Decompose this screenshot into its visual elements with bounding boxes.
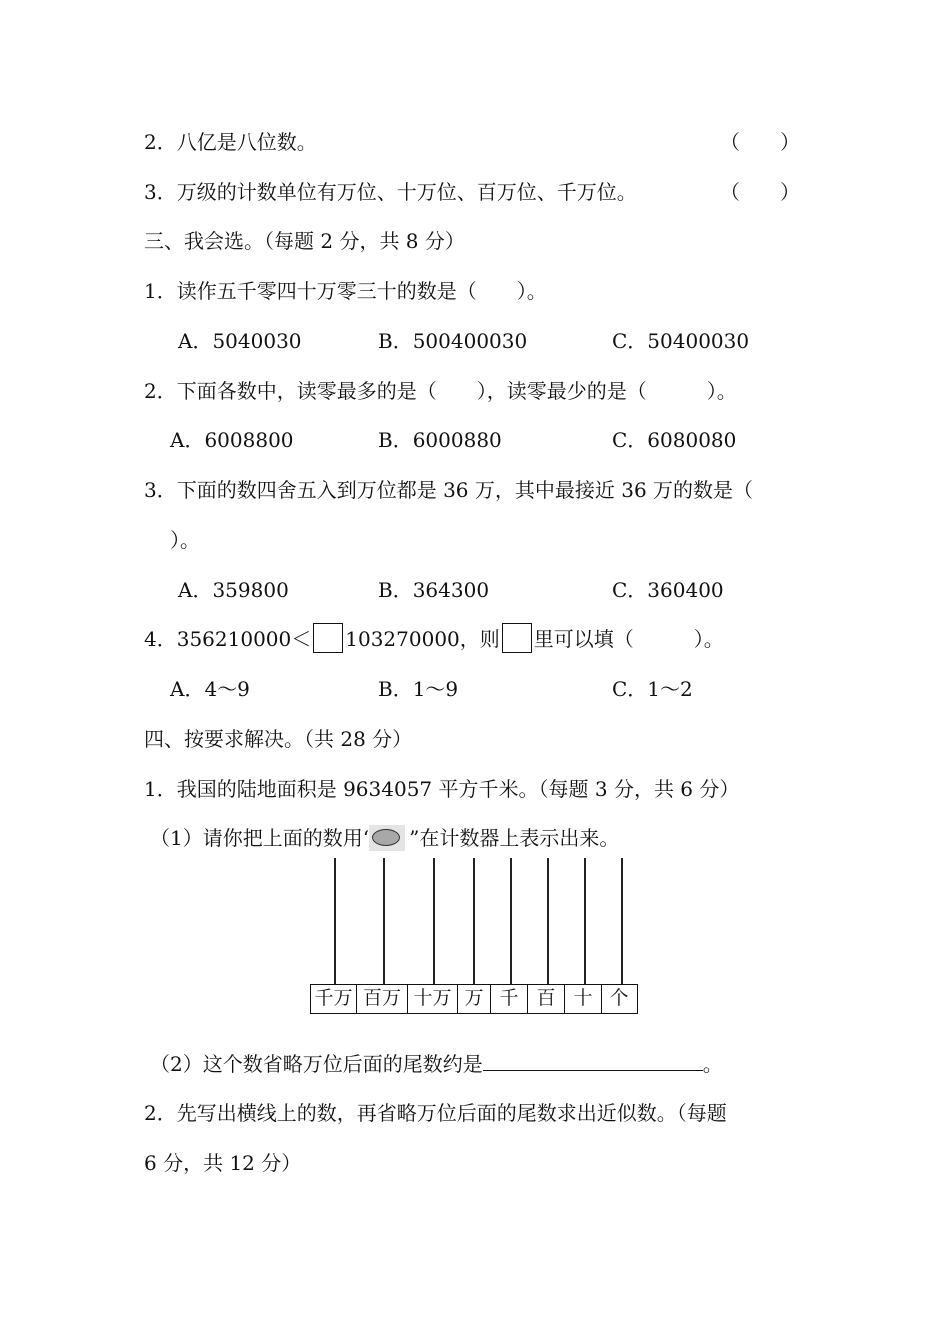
answer-blank[interactable] <box>483 1050 703 1071</box>
abacus-rod-wan[interactable] <box>473 858 475 984</box>
judge-q3 <box>0 178 950 206</box>
section3-title: 三、我会选。（每题 2 分，共 8 分） <box>144 229 465 253</box>
choice-q3-option-b[interactable]: B．364300 <box>378 578 490 602</box>
judge-q2-text: 2．八亿是八位数。 <box>144 130 317 154</box>
section4-title-line <box>0 725 950 753</box>
choice-q1-option-b[interactable]: B．500400030 <box>378 329 528 353</box>
choice-q3-text: 3．下面的数四舍五入到万位都是 36 万，其中最接近 36 万的数是（ <box>144 478 754 502</box>
abacus-rod-baiwan[interactable] <box>383 858 385 984</box>
section3-title-line <box>0 227 950 255</box>
abacus-rod-bai[interactable] <box>547 858 549 984</box>
choice-q2-text: 2．下面各数中，读零最多的是（ ），读零最少的是（ ）。 <box>144 379 737 403</box>
judge-q3-paren[interactable]: （ ） <box>720 180 800 204</box>
abacus-label-ge: 个 <box>609 987 629 1009</box>
abacus-label-baiwan: 百万 <box>357 985 408 1013</box>
abacus-label-qian: 千 <box>491 985 528 1013</box>
section4-title: 四、按要求解决。（共 28 分） <box>144 727 413 751</box>
choice-q3-options <box>0 576 950 604</box>
abacus-label-bai: 百 <box>528 985 565 1013</box>
choice-q4-option-a[interactable]: A．4～9 <box>170 677 250 701</box>
abacus-label-shi: 十 <box>565 985 602 1013</box>
choice-q2 <box>0 377 950 405</box>
abacus <box>310 858 640 1014</box>
solve-q1-sub2-text: （2）这个数省略万位后面的尾数约是 。 <box>150 1052 723 1076</box>
choice-q3-option-c[interactable]: C．360400 <box>612 578 724 602</box>
choice-q1-text: 1．读作五千零四十万零三十的数是（ ）。 <box>144 279 547 303</box>
fill-box-2[interactable] <box>502 623 532 653</box>
choice-q1 <box>0 277 950 305</box>
fill-box-1[interactable] <box>313 623 343 653</box>
judge-q2-paren[interactable]: （ ） <box>720 130 800 154</box>
choice-q1-options <box>0 327 950 355</box>
choice-q4-option-b[interactable]: B．1～9 <box>378 677 459 701</box>
abacus-label-wan: 万 <box>458 985 491 1013</box>
solve-q1-sub1-text: （1）请你把上面的数用‘ ”在计数器上表示出来。 <box>150 826 620 850</box>
abacus-rod-shiwan[interactable] <box>433 858 435 984</box>
choice-q4-options <box>0 675 950 703</box>
choice-q4-text: 4．356210000＜ 103270000，则 里可以填（ ）。 <box>144 625 724 653</box>
abacus-labels <box>310 984 638 1014</box>
solve-q2-line2 <box>0 1149 950 1177</box>
judge-q3-text: 3．万级的计数单位有万位、十万位、百万位、千万位。 <box>144 180 637 204</box>
judge-q2 <box>0 128 950 156</box>
solve-q1-sub1 <box>0 824 950 852</box>
solve-q1-sub2 <box>0 1050 950 1078</box>
abacus-rod-qian[interactable] <box>510 858 512 984</box>
solve-q2-line1 <box>0 1099 950 1127</box>
choice-q3-text-cont: ）。 <box>170 528 200 552</box>
bead-icon <box>369 825 405 851</box>
choice-q1-option-c[interactable]: C．50400030 <box>612 329 750 353</box>
choice-q2-option-b[interactable]: B．6000880 <box>378 428 502 452</box>
solve-q2-text-cont: 6 分，共 12 分） <box>144 1151 302 1175</box>
solve-q1 <box>0 775 950 803</box>
choice-q4 <box>0 625 950 653</box>
choice-q1-option-a[interactable]: A．5040030 <box>178 329 302 353</box>
abacus-rod-shi[interactable] <box>584 858 586 984</box>
abacus-label-qianwan: 千万 <box>311 985 357 1013</box>
solve-q1-text: 1．我国的陆地面积是 9634057 平方千米。（每题 3 分，共 6 分） <box>144 777 740 801</box>
choice-q3-option-a[interactable]: A．359800 <box>178 578 289 602</box>
choice-q2-option-a[interactable]: A．6008800 <box>170 428 294 452</box>
abacus-rod-ge[interactable] <box>621 858 623 984</box>
choice-q2-options <box>0 426 950 454</box>
choice-q2-option-c[interactable]: C．6080080 <box>612 428 737 452</box>
choice-q3 <box>0 476 950 504</box>
abacus-label-shiwan: 十万 <box>408 985 458 1013</box>
choice-q4-option-c[interactable]: C．1～2 <box>612 677 693 701</box>
choice-q3-cont <box>0 526 950 554</box>
solve-q2-text: 2．先写出横线上的数，再省略万位后面的尾数求出近似数。（每题 <box>144 1101 727 1125</box>
abacus-rod-qianwan[interactable] <box>334 858 336 984</box>
